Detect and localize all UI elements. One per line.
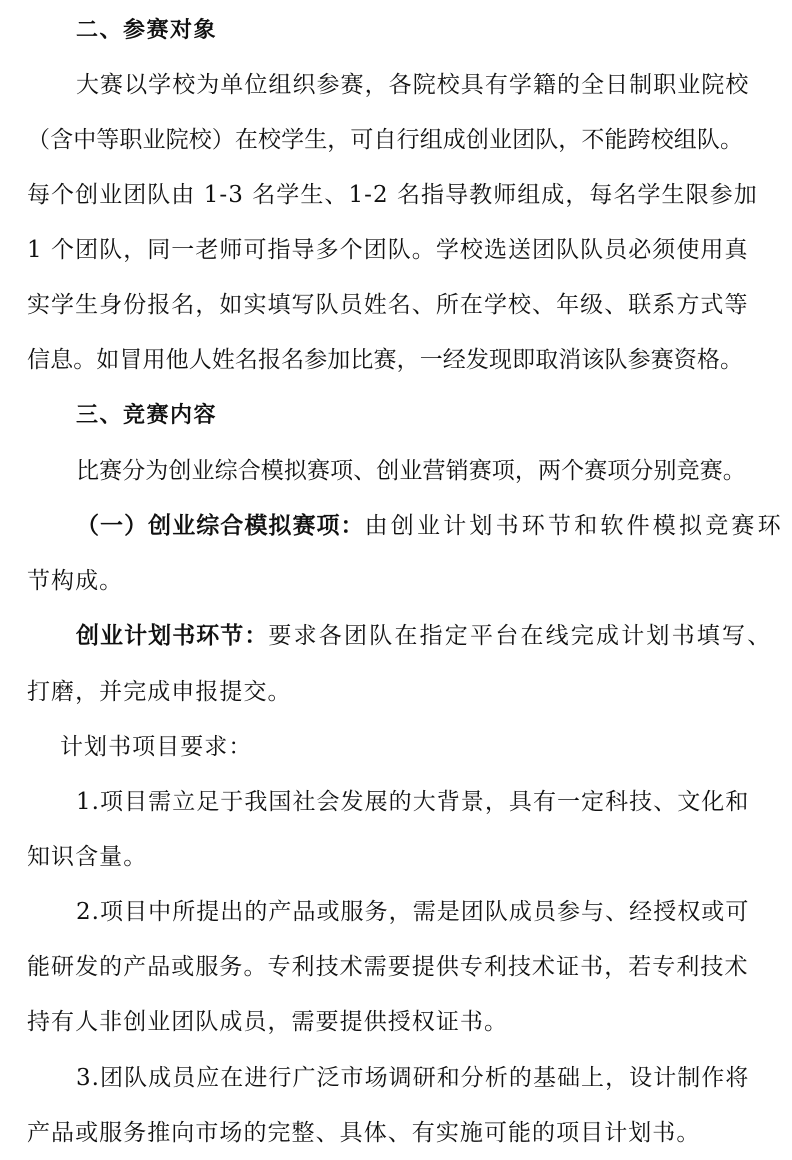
subsection-comprehensive-simulation-text: 由创业计划书环节和软件模拟竞赛环 bbox=[364, 513, 784, 539]
content-intro: 比赛分为创业综合模拟赛项、创业营销赛项，两个赛项分别竞赛。 bbox=[76, 458, 746, 484]
requirement-item-1-line-2: 知识含量。 bbox=[27, 844, 148, 870]
requirement-item-2-line-2: 能研发的产品或服务。专利技术需要提供专利技术证书，若专利技术 bbox=[27, 954, 749, 980]
requirement-item-3-line-1: 3.团队成员应在进行广泛市场调研和分析的基础上，设计制作将 bbox=[76, 1065, 750, 1091]
subsection-comprehensive-simulation-line-2: 节构成。 bbox=[27, 568, 124, 594]
section-heading-participants: 二、参赛对象 bbox=[76, 18, 218, 43]
participants-paragraph-line-1: 大赛以学校为单位组织参赛，各院校具有学籍的全日制职业院校 bbox=[76, 72, 750, 98]
business-plan-stage-line-2: 打磨，并完成申报提交。 bbox=[27, 679, 292, 705]
business-plan-stage-label: 创业计划书环节： bbox=[76, 623, 269, 649]
participants-paragraph-line-6: 信息。如冒用他人姓名报名参加比赛，一经发现即取消该队参赛资格。 bbox=[27, 347, 744, 373]
plan-requirements-title: 计划书项目要求： bbox=[60, 734, 253, 760]
participants-paragraph-line-5: 实学生身份报名，如实填写队员姓名、所在学校、年级、联系方式等 bbox=[27, 292, 749, 318]
participants-paragraph-line-4: 1 个团队，同一老师可指导多个团队。学校选送团队队员必须使用真 bbox=[27, 237, 749, 263]
section-heading-content: 三、竞赛内容 bbox=[76, 403, 218, 428]
subsection-comprehensive-simulation-label: （一）创业综合模拟赛项： bbox=[76, 513, 365, 539]
business-plan-stage-line-1 bbox=[76, 620, 772, 652]
subsection-comprehensive-simulation-line-1 bbox=[76, 510, 784, 542]
business-plan-stage-text: 要求各团队在指定平台在线完成计划书填写、 bbox=[268, 623, 773, 649]
requirement-item-3-line-2: 产品或服务推向市场的完整、具体、有实施可能的项目计划书。 bbox=[27, 1120, 701, 1146]
requirement-item-2-line-1: 2.项目中所提出的产品或服务，需是团队成员参与、经授权或可 bbox=[76, 899, 750, 925]
requirement-item-1-line-1: 1.项目需立足于我国社会发展的大背景，具有一定科技、文化和 bbox=[76, 789, 750, 815]
participants-paragraph-line-2: （含中等职业院校）在校学生，可自行组成创业团队，不能跨校组队。 bbox=[27, 127, 744, 153]
requirement-item-2-line-3: 持有人非创业团队成员，需要提供授权证书。 bbox=[27, 1009, 508, 1035]
participants-paragraph-line-3: 每个创业团队由 1-3 名学生、1-2 名指导教师组成，每名学生限参加 bbox=[27, 182, 758, 208]
